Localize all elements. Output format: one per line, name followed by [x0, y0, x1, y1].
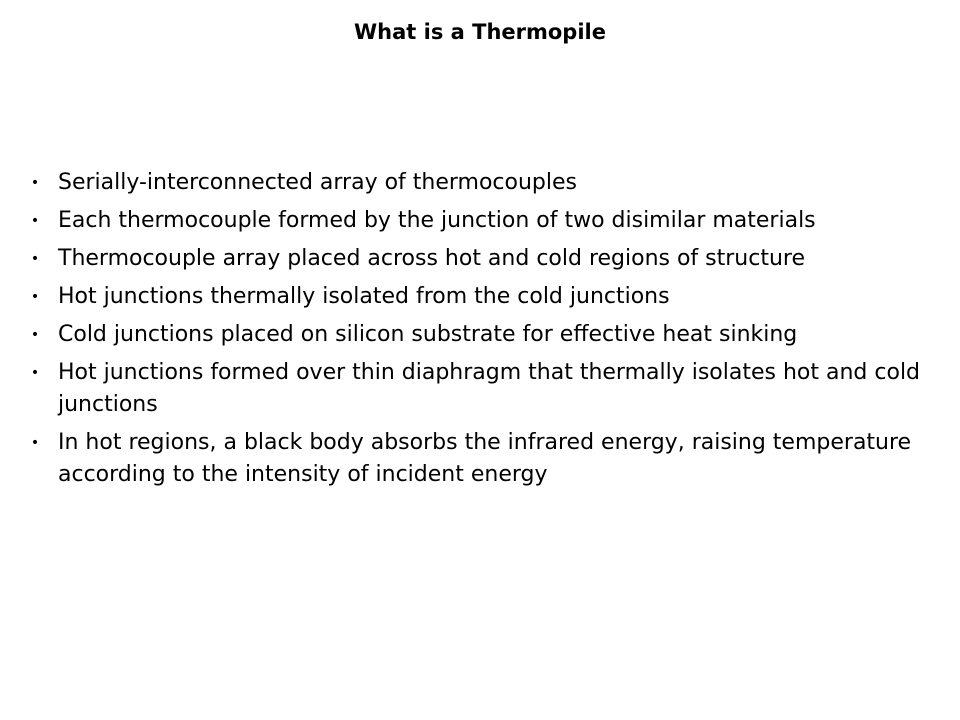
bullet-item — [28, 357, 940, 421]
bullet-dot-icon: • — [30, 327, 40, 343]
bullet-item — [28, 281, 940, 313]
bullet-dot-icon: • — [30, 175, 40, 191]
bullet-dot-icon: • — [30, 289, 40, 305]
bullet-text: Hot junctions formed over thin diaphragm that thermally isolates hot and cold junctions — [58, 360, 921, 417]
slide-title: What is a Thermopile — [354, 20, 606, 44]
bullet-dot-icon: • — [30, 213, 40, 229]
bullet-text: Thermocouple array placed across hot and cold regions of structure — [58, 246, 806, 271]
bullet-text: Hot junctions thermally isolated from the cold junctions — [58, 284, 670, 309]
bullet-dot-icon: • — [30, 251, 40, 267]
bullet-item — [28, 167, 940, 199]
bullet-item — [28, 205, 940, 237]
bullet-text: Cold junctions placed on silicon substrate for effective heat sinking — [58, 322, 798, 347]
bullet-list — [28, 167, 940, 497]
bullet-item — [28, 319, 940, 351]
bullet-text: In hot regions, a black body absorbs the infrared energy, raising temperature according to the intensity of incident energy — [58, 430, 912, 487]
bullet-text: Serially-interconnected array of thermocouples — [58, 170, 578, 195]
bullet-text: Each thermocouple formed by the junction of two disimilar materials — [58, 208, 816, 233]
bullet-dot-icon: • — [30, 435, 40, 451]
bullet-item — [28, 427, 940, 491]
bullet-item — [28, 243, 940, 275]
bullet-dot-icon: • — [30, 365, 40, 381]
